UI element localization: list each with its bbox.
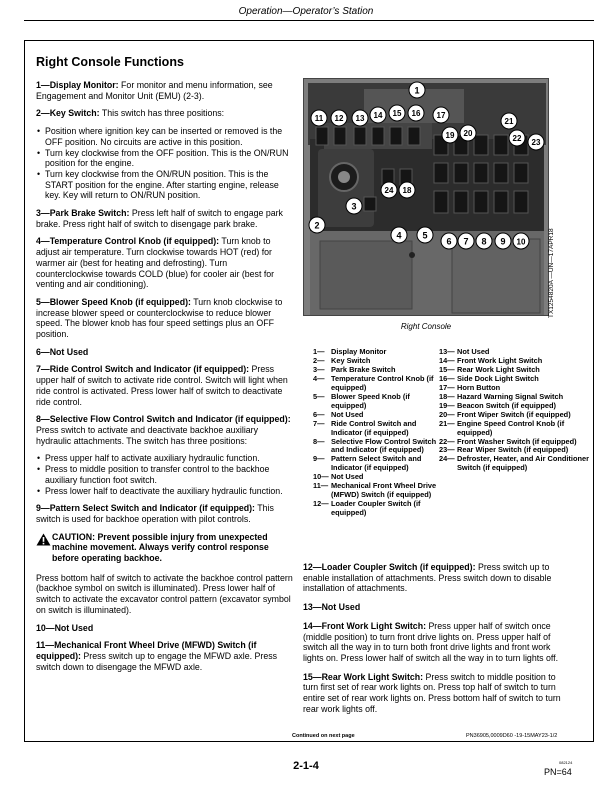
callout-4: 4 xyxy=(396,230,402,241)
ride-control-paragraph: 7—Ride Control Switch and Indicator (if equipped): Press upper half of switch to activate ride control. Switch will light when ride control is activated. Press lower half of switch to deactivate ride control. xyxy=(36,364,288,407)
legend-item: 10— Not Used xyxy=(313,472,364,482)
legend-item: 4— Temperature Control Knob (if equipped) xyxy=(313,373,434,392)
park-brake-paragraph: 3—Park Brake Switch: Press left half of switch to engage park brake. Press right half of switch to disengage park brake. xyxy=(36,208,283,229)
callout-24: 24 xyxy=(384,186,394,195)
legend-item: 8— Selective Flow Control Switch and Indicator (if equipped) xyxy=(313,436,437,455)
callout-6: 6 xyxy=(446,236,452,247)
legend-item: 5— Blower Speed Knob (if equipped) xyxy=(313,391,410,410)
callout-21: 21 xyxy=(504,117,514,126)
legend-item: 21— Engine Speed Control Knob (if equipped) xyxy=(439,418,565,437)
callout-2: 2 xyxy=(314,220,320,231)
legend-item: 13— Not Used xyxy=(439,347,490,356)
right-console-photo xyxy=(303,78,549,316)
header-rule xyxy=(24,20,594,21)
warning-triangle-icon xyxy=(36,533,51,546)
figure-caption: Right Console xyxy=(400,322,452,331)
document-reference: PN36905,0009D60 -19-15MAY23-1/2 xyxy=(466,733,558,739)
selective-flow-paragraph: 8—Selective Flow Control Switch and Indicator (if equipped): Press switch to activate and deactivate backhoe auxiliary hydraulic attachments. The switch has three positions: xyxy=(36,414,291,446)
caution-notice xyxy=(36,532,294,564)
page-number: 2-1-4 xyxy=(293,760,319,772)
legend-item: 2— Key Switch xyxy=(313,355,371,365)
not-used-13: 13—Not Used xyxy=(303,602,361,613)
callout-9: 9 xyxy=(500,236,506,247)
continued-note: Continued on next page xyxy=(292,733,355,739)
list-item: • Press to middle position to transfer control to the backhoe auxiliary function foot switch. xyxy=(36,464,294,485)
callout-8: 8 xyxy=(481,236,487,247)
legend-item: 7— Ride Control Switch and Indicator (if equipped) xyxy=(313,418,417,437)
callout-3: 3 xyxy=(351,201,357,212)
legend-item: 15— Rear Work Light Switch xyxy=(439,364,540,374)
callout-15: 15 xyxy=(392,109,402,118)
callout-13: 13 xyxy=(355,114,365,123)
list-item: • Turn key clockwise from the OFF position. This is the ON/RUN position for the engine. xyxy=(36,148,294,169)
list-item: • Position where ignition key can be inserted or removed is the OFF position. No circuits are active in this position. xyxy=(36,126,294,147)
callout-10: 10 xyxy=(516,237,526,247)
list-item: • Turn key clockwise from the ON/RUN position. This is the START position for the engine. After starting engine, release key. Key will return to ON/RUN position. xyxy=(36,169,294,201)
legend-right xyxy=(439,348,591,473)
pn-number: PN=64 xyxy=(544,767,572,777)
front-work-light-paragraph: 14—Front Work Light Switch: Press upper half of switch once (middle position) to turn front drive lights on. Press upper half of switch all the way in to turn both front drive lights and front work lights on. Press lower half of switch all the way in to turn lights off. xyxy=(303,620,559,663)
key-switch-positions xyxy=(36,126,294,201)
not-used-6: 6—Not Used xyxy=(36,346,89,357)
list-item: • Press lower half to deactivate the auxiliary hydraulic function. xyxy=(36,486,294,497)
callout-18: 18 xyxy=(402,186,412,195)
callout-22: 22 xyxy=(512,134,522,143)
right-column xyxy=(303,562,561,722)
legend-item: 20— Front Wiper Switch (if equipped) xyxy=(439,409,571,419)
callout-17: 17 xyxy=(436,111,446,120)
key-switch-paragraph: 2—Key Switch: This switch has three positions: xyxy=(36,108,225,119)
rear-work-light-paragraph: 15—Rear Work Light Switch: Press switch to middle position to turn first set of rear work lights on. Press top half of switch to turn entire set of rear work lights on. Press bottom half of switch to turn rear work lights off. xyxy=(303,671,561,714)
legend-item: 1— Display Monitor xyxy=(313,347,387,356)
callout-12: 12 xyxy=(334,114,344,123)
legend-item: 14— Front Work Light Switch xyxy=(439,355,543,365)
display-monitor-paragraph: 1—Display Monitor: For monitor and menu information, see Engagement and Monitor Unit (EMU) (2-3). xyxy=(36,80,273,101)
legend-item: 22— Front Washer Switch (if equipped) xyxy=(439,436,577,446)
legend-item: 18— Hazard Warning Signal Switch xyxy=(439,391,564,401)
left-column xyxy=(36,80,294,679)
callout-23: 23 xyxy=(531,138,541,147)
legend-item: 19— Beacon Switch (if equipped) xyxy=(439,400,556,410)
callout-5: 5 xyxy=(422,230,428,241)
callout-16: 16 xyxy=(411,109,421,118)
figure-code: TX1254820A —UN—17APR18 xyxy=(548,228,555,318)
legend-item: 3— Park Brake Switch xyxy=(313,364,396,374)
legend-item: 12— Loader Coupler Switch (if equipped) xyxy=(313,499,421,518)
callout-20: 20 xyxy=(463,129,473,138)
selective-flow-positions xyxy=(36,453,294,496)
pattern-select-paragraph: 9—Pattern Select Switch and Indicator (if equipped): This switch is used for backhoe operation with pilot controls. xyxy=(36,503,274,524)
legend-item: 9— Pattern Select Switch and Indicator (if equipped) xyxy=(313,454,422,473)
legend-item: 24— Defroster, Heater, and Air Conditioner Switch (if equipped) xyxy=(439,454,589,473)
callout-1: 1 xyxy=(414,85,420,96)
callout-11: 11 xyxy=(314,114,324,123)
legend-item: 16— Side Dock Light Switch xyxy=(439,373,539,383)
legend-left xyxy=(313,348,441,518)
page-title: Right Console Functions xyxy=(36,55,184,69)
callout-19: 19 xyxy=(445,131,455,140)
blower-knob-paragraph: 5—Blower Speed Knob (if equipped): Turn knob clockwise to increase blower speed or counterclockwise to reduce blower speed. The blower knob has four speed settings plus an OFF position. xyxy=(36,296,283,340)
console-illustration xyxy=(304,79,549,316)
legend-item: 17— Horn Button xyxy=(439,382,501,392)
callout-7: 7 xyxy=(463,236,469,247)
print-code: 082124 xyxy=(559,760,573,765)
caution-text: CAUTION: Prevent possible injury from unexpected machine movement. Always verify control response before operating backhoe. xyxy=(52,531,269,564)
list-item: • Press upper half to activate auxiliary hydraulic function. xyxy=(36,453,294,464)
pattern-select-instructions: Press bottom half of switch to activate the backhoe control pattern (backhoe symbol on switch is illuminated). Press lower half of switch to activate the excavator control pattern (excavator symbol on switch is illuminated). xyxy=(36,572,293,615)
mfwd-switch-paragraph: 11—Mechanical Front Wheel Drive (MFWD) Switch (if equipped): Press switch up to engage the MFWD axle. Press switch down to disengage the MFWD axle. xyxy=(36,640,278,672)
legend-item: 23— Rear Wiper Switch (if equipped) xyxy=(439,445,569,455)
loader-coupler-paragraph: 12—Loader Coupler Switch (if equipped): Press switch up to enable installation of attachments. Press switch down to disable installation of attachments. xyxy=(303,562,552,594)
not-used-10: 10—Not Used xyxy=(36,622,94,633)
legend-item: 11— Mechanical Front Wheel Drive (MFWD) Switch (if equipped) xyxy=(313,481,437,500)
running-header: Operation—Operator’s Station xyxy=(238,6,374,17)
legend-item: 6— Not Used xyxy=(313,409,364,419)
callout-14: 14 xyxy=(373,111,383,120)
temperature-knob-paragraph: 4—Temperature Control Knob (if equipped): Turn knob to adjust air temperature. Turn clockwise towards HOT (red) for warmer air (best for heating and defrosting). Turn counterclockwise towards COLD (blue) for cooler air (best for venting and air conditioning). xyxy=(36,236,275,290)
